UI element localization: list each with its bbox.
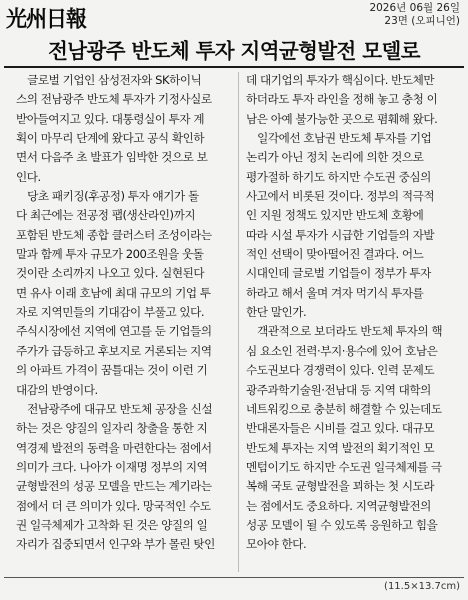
article-text-line: 당초 패키징(후공정) 투자 얘기가 돌	[16, 189, 199, 204]
article-text-line: 획이 마무리 단계에 왔다고 공식 확인하	[16, 131, 205, 146]
article-text-line: 하는 것은 양질의 일자리 창출을 통한 지	[16, 421, 208, 436]
article-text-line: 반도체 투자는 지역 발전의 획기적인 모	[246, 440, 435, 455]
article-text-line: 면 유사 이래 호남에 최대 규모의 기업 투	[16, 285, 211, 300]
article-text-line: 받아들여지고 있다. 대통령실이 투자 계	[16, 111, 205, 126]
article-text-line: 평가절하 하기도 하지만 수도권 중심의	[246, 169, 431, 184]
article-headline: 전남광주 반도체 투자 지역균형발전 모델로	[48, 39, 420, 63]
article-text-line: 자로 지역민들의 기대감이 부풀고 있다.	[16, 305, 205, 320]
article-text-line: 남은 아예 불가능한 곳으로 폄훼해 왔다.	[246, 111, 438, 126]
article-text-line: 반대론자들은 시비를 걸고 있다. 대규모	[246, 421, 435, 436]
article-text-line: 따라 시설 투자가 시급한 기업들의 자발	[246, 227, 435, 242]
dateline	[369, 2, 460, 28]
article-text-line: 객관적으로 보더라도 반도체 투자의 핵	[246, 324, 443, 339]
article-column-left	[16, 71, 234, 555]
headline-rule	[4, 66, 464, 68]
newspaper-header	[0, 0, 468, 34]
article-text-line: 심 요소인 전력·부지·용수에 있어 호남은	[246, 343, 438, 358]
article-size-note: (11.5×13.7cm)	[384, 581, 460, 592]
article-text-line: 면서 다음주 초 발표가 임박한 것으로 보	[16, 150, 208, 165]
article-text-line: 포함된 반도체 종합 클러스터 조성이라는	[16, 227, 212, 242]
article-text-line: 성공 모델이 될 수 있도록 응원하고 힘을	[246, 517, 438, 532]
article-text-line: 스의 전남광주 반도체 투자가 기정사실로	[16, 92, 212, 107]
article-text-line: 광주과학기술원·전남대 등 지역 대학의	[246, 382, 431, 397]
article-text-line: 자리가 집중되면서 인구와 부가 몰린 탓인	[16, 537, 215, 552]
article-text-line: 모아야 한다.	[246, 537, 307, 552]
article-text-line: 한단 말인가.	[246, 305, 307, 320]
article-text-line: 말과 함께 투자 규모가 200조원을 웃돌	[16, 247, 204, 262]
column-divider	[238, 72, 239, 572]
article-column-right	[246, 71, 464, 555]
article-text-line: 논리가 아닌 정치 논리에 의한 것으로	[246, 150, 424, 165]
article-text-line: 인다.	[16, 169, 41, 184]
publish-date: 2026년 06월 26일	[369, 2, 460, 14]
article-text-line: 글로벌 기업인 삼성전자와 SK하이닉	[16, 73, 202, 87]
article-text-line: 대감의 반영이다.	[16, 382, 98, 397]
article-text-line: 주식시장에선 지역에 연고를 둔 기업들의	[16, 324, 212, 339]
article-text-line: 권 일극체제가 고착화 된 것은 양질의 일	[16, 517, 208, 532]
article-text-line: 하라고 해서 울며 겨자 먹기식 투자를	[246, 285, 424, 300]
article-text-line: 것이란 소리까지 나오고 있다. 실현된다	[16, 266, 205, 281]
article-text-line: 는 점에서도 중요하다. 지역균형발전의	[246, 498, 431, 513]
article-text-line: 하더라도 투자 라인을 정해 놓고 충청 이	[246, 92, 438, 107]
article-text-line: 의 아파트 가격이 꿈틀대는 것이 이런 기	[16, 363, 208, 378]
footer-rule	[4, 577, 464, 578]
article-text-line: 다 최근에는 전공정 팹(생산라인)까지	[16, 208, 196, 223]
article-text-line: 데 대기업의 투자가 핵심이다. 반도체만	[246, 73, 435, 87]
article-text-line: 시대인데 글로벌 기업들이 정부가 투자	[246, 266, 431, 281]
masthead-logo: 光州日報	[6, 5, 86, 32]
article-text-line: 점에서 더 큰 의미가 있다. 망국적인 수도	[16, 498, 211, 513]
article-text-line: 복해 국토 균형발전을 꾀하는 첫 시도라	[246, 479, 435, 494]
article-text-line: 수도권보다 경쟁력이 있다. 인력 문제도	[246, 363, 435, 378]
article-text-line: 의미가 크다. 나아가 이재명 정부의 지역	[16, 459, 208, 474]
article-text-line: 적인 선택이 맞아떨어진 결과다. 어느	[246, 247, 424, 262]
article-text-line: 인 지원 정책도 있지만 반도체 호황에	[246, 208, 424, 223]
article-text-line: 주가가 급등하고 후보지로 거론되는 지역	[16, 343, 212, 358]
page-section: 23면 (오피니언)	[384, 15, 460, 27]
article-text-line: 일각에선 호남권 반도체 투자를 기업	[246, 131, 432, 146]
article-text-line: 멘텀이기도 하지만 수도권 일극체제를 극	[246, 459, 442, 474]
article-text-line: 균형발전의 성공 모델을 만드는 계기라는	[16, 479, 212, 494]
article-text-line: 전남광주에 대규모 반도체 공장을 신설	[16, 401, 213, 416]
article-text-line: 네트워킹으로 충분히 해결할 수 있는데도	[246, 401, 442, 416]
article-text-line: 역경제 발전의 동력을 마련한다는 점에서	[16, 440, 212, 455]
article-text-line: 사고에서 비롯된 것이다. 정부의 적극적	[246, 189, 435, 204]
